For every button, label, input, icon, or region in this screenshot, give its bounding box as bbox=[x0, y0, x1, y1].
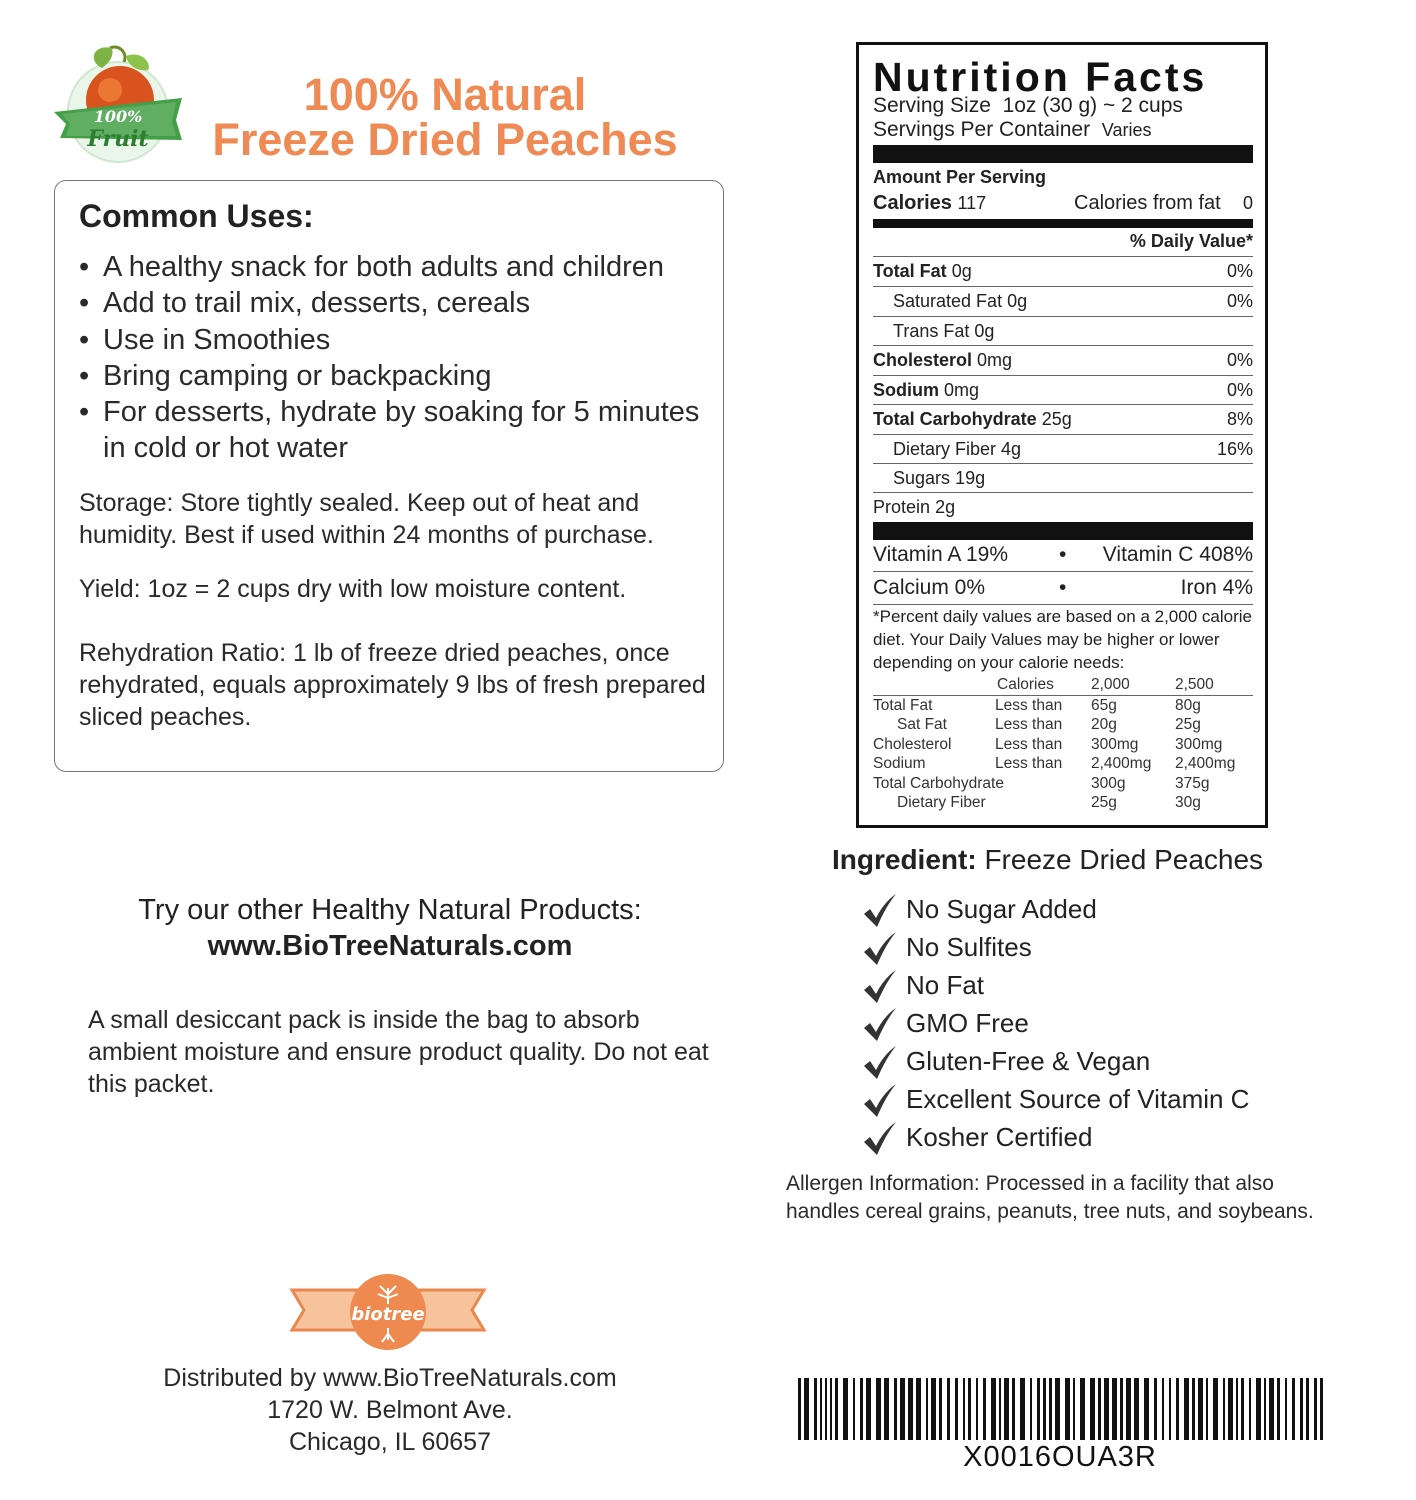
table-header-cell: 2,000 bbox=[1091, 675, 1175, 695]
nutrient-row-cholesterol bbox=[873, 346, 1253, 375]
feature-item bbox=[862, 1118, 1249, 1156]
feature-label: No Sugar Added bbox=[906, 894, 1097, 924]
barcode-bar bbox=[1223, 1378, 1225, 1440]
barcode-bar bbox=[1314, 1378, 1317, 1440]
barcode-bar bbox=[926, 1378, 928, 1440]
checkmark-icon bbox=[862, 1122, 898, 1156]
distributor-line-2: 1720 W. Belmont Ave. bbox=[267, 1396, 513, 1424]
barcode-bar bbox=[835, 1378, 838, 1440]
barcode-bar bbox=[804, 1378, 809, 1440]
nutrient-row-total-carbohydrate bbox=[873, 405, 1253, 434]
barcode-bar bbox=[1176, 1378, 1179, 1440]
barcode-bar bbox=[1256, 1378, 1261, 1440]
table-cell: 65g bbox=[1091, 696, 1117, 714]
table-cell: Less than bbox=[995, 716, 1063, 733]
barcode-bar bbox=[1012, 1378, 1015, 1440]
barcode-bar bbox=[1144, 1378, 1149, 1440]
promo-line: Try our other Healthy Natural Products: bbox=[138, 894, 642, 926]
common-uses-title: Common Uses: bbox=[79, 198, 314, 234]
nutrient-amount: 4g bbox=[1001, 439, 1022, 459]
barcode-bar bbox=[814, 1378, 817, 1440]
table-cell: 300mg bbox=[1175, 735, 1223, 753]
barcode-bar bbox=[820, 1378, 822, 1440]
barcode-bar bbox=[991, 1378, 996, 1440]
table-cell: Less than bbox=[995, 735, 1063, 753]
table-row bbox=[873, 754, 1253, 774]
feature-label: Gluten-Free & Vegan bbox=[906, 1046, 1151, 1076]
barcode-bar bbox=[1030, 1378, 1032, 1440]
logo-text: biotree bbox=[351, 1304, 425, 1325]
amount-per-serving: Amount Per Serving bbox=[873, 167, 1047, 187]
barcode-bar bbox=[963, 1378, 965, 1440]
bullet-icon: • bbox=[1059, 576, 1067, 599]
vitamin-c: Vitamin C 408% bbox=[1102, 543, 1253, 566]
vitamin-a: Vitamin A 19% bbox=[873, 543, 1009, 566]
title-line-1: 100% Natural bbox=[303, 69, 587, 120]
barcode-bar bbox=[976, 1378, 978, 1440]
barcode-bar bbox=[1241, 1378, 1244, 1440]
nutrient-name: Trans Fat bbox=[893, 321, 970, 341]
table-cell: 25g bbox=[1175, 716, 1201, 733]
nutrient-dv: 0% bbox=[1226, 350, 1253, 370]
barcode-bar bbox=[860, 1378, 863, 1440]
barcode-bar bbox=[843, 1378, 848, 1440]
checkmark-icon bbox=[862, 1008, 898, 1042]
barcode-bar bbox=[1004, 1378, 1009, 1440]
barcode bbox=[796, 1378, 1326, 1440]
barcode-bar bbox=[1134, 1378, 1139, 1440]
table-cell: Less than bbox=[995, 696, 1063, 714]
feature-label: No Fat bbox=[906, 970, 985, 1000]
barcode-bar bbox=[1292, 1378, 1295, 1440]
table-row bbox=[873, 715, 1253, 735]
barcode-bar bbox=[908, 1378, 913, 1440]
distributor-line-1: Distributed by www.BioTreeNaturals.com bbox=[163, 1364, 617, 1392]
use-item: • Add to trail mix, desserts, cereals bbox=[79, 285, 719, 321]
servings-label: Servings Per Container bbox=[873, 118, 1091, 141]
serving-info bbox=[873, 94, 1253, 142]
nutrient-name: Protein bbox=[873, 497, 931, 517]
barcode-bar bbox=[1080, 1378, 1085, 1440]
rehydration-text: Rehydration Ratio: 1 lb of freeze dried peaches, once rehydrated, equals approximately 9 lbs of fresh prepared sliced peaches. bbox=[79, 639, 706, 731]
iron: Iron 4% bbox=[1180, 576, 1253, 599]
biotree-logo bbox=[288, 1268, 488, 1352]
feature-item bbox=[862, 1004, 1249, 1042]
common-uses-list bbox=[79, 249, 719, 467]
barcode-bar bbox=[1228, 1378, 1233, 1440]
table-cell: 300mg bbox=[1091, 735, 1139, 753]
calories-label: Calories bbox=[873, 192, 952, 214]
nutrient-dv: 16% bbox=[1216, 439, 1253, 459]
barcode-bar bbox=[1090, 1378, 1095, 1440]
barcode-bar bbox=[968, 1378, 971, 1440]
thick-divider bbox=[873, 522, 1253, 540]
barcode-bar bbox=[1198, 1378, 1203, 1440]
barcode-number: X0016OUA3R bbox=[963, 1441, 1157, 1473]
thick-divider bbox=[873, 145, 1253, 163]
table-cell: Cholesterol bbox=[873, 735, 952, 753]
table-cell: Sat Fat bbox=[897, 716, 947, 733]
feature-item bbox=[862, 1042, 1249, 1080]
barcode-bar bbox=[1277, 1378, 1280, 1440]
nutrient-amount: 25g bbox=[1041, 409, 1072, 429]
feature-item bbox=[862, 1080, 1249, 1118]
barcode-bar bbox=[939, 1378, 942, 1440]
nutrient-amount: 0g bbox=[974, 321, 995, 341]
nutrient-amount: 2g bbox=[935, 497, 956, 517]
barcode-bar bbox=[1043, 1378, 1046, 1440]
calories-row bbox=[873, 189, 1253, 218]
barcode-bar bbox=[1184, 1378, 1189, 1440]
bullet-icon: • bbox=[1059, 543, 1067, 566]
checkmark-icon bbox=[862, 932, 898, 966]
use-item: • A healthy snack for both adults and children bbox=[79, 249, 719, 285]
nutrient-name: Dietary Fiber bbox=[893, 439, 997, 459]
nutrient-dv: 0% bbox=[1226, 291, 1253, 311]
table-cell: 300g bbox=[1091, 774, 1126, 792]
barcode-bar bbox=[1236, 1378, 1238, 1440]
checkmark-icon bbox=[862, 1046, 898, 1080]
nutrient-row-saturated-fat bbox=[873, 287, 1253, 316]
nutrient-name: Sodium bbox=[873, 380, 939, 400]
table-cell: 30g bbox=[1175, 794, 1201, 811]
calories-fat-label: Calories from fat bbox=[1074, 192, 1221, 214]
checkmark-icon bbox=[862, 970, 898, 1004]
calories-value: 117 bbox=[957, 193, 987, 213]
table-header-row bbox=[873, 675, 1253, 695]
storage-text: Storage: Store tightly sealed. Keep out of heat and humidity. Best if used within 24 months of purchase. bbox=[79, 489, 654, 549]
table-cell: Total Carbohydrate bbox=[873, 774, 1004, 792]
table-cell: 80g bbox=[1175, 696, 1201, 714]
barcode-bar bbox=[916, 1378, 921, 1440]
barcode-bar bbox=[983, 1378, 986, 1440]
barcode-bar bbox=[1300, 1378, 1303, 1440]
nutrient-amount: 0mg bbox=[977, 350, 1013, 370]
nutrient-amount: 0g bbox=[1007, 291, 1028, 311]
barcode-bar bbox=[853, 1378, 855, 1440]
barcode-bar bbox=[1264, 1378, 1266, 1440]
nutrient-dv: 0% bbox=[1226, 261, 1253, 281]
serving-size-value: 1oz (30 g) ~ 2 cups bbox=[1002, 94, 1183, 117]
table-cell: Dietary Fiber bbox=[897, 794, 986, 811]
nutrient-dv: 0% bbox=[1226, 380, 1253, 400]
table-header-cell: 2,500 bbox=[1175, 675, 1253, 695]
ingredient-line bbox=[832, 842, 1392, 878]
ingredient-label: Ingredient: bbox=[832, 844, 977, 875]
barcode-bar bbox=[1073, 1378, 1075, 1440]
calories-fat-value: 0 bbox=[1242, 193, 1253, 213]
barcode-bar bbox=[894, 1378, 897, 1440]
feature-item bbox=[862, 928, 1249, 966]
barcode-bar bbox=[1126, 1378, 1131, 1440]
table-row bbox=[873, 735, 1253, 755]
barcode-bar bbox=[1020, 1378, 1025, 1440]
nutrient-name: Cholesterol bbox=[873, 350, 973, 370]
badge-word: Fruit bbox=[87, 126, 149, 152]
barcode-bar bbox=[798, 1378, 801, 1440]
barcode-bar bbox=[1169, 1378, 1171, 1440]
vitamin-row-2 bbox=[873, 572, 1253, 604]
ingredient-value: Freeze Dried Peaches bbox=[984, 844, 1264, 875]
nutrient-row-total-fat bbox=[873, 257, 1253, 286]
nutrition-facts-title: Nutrition Facts bbox=[873, 54, 1208, 100]
table-row bbox=[873, 695, 1253, 715]
table-cell: 2,400mg bbox=[1175, 755, 1236, 772]
nutrient-dv: 8% bbox=[1226, 409, 1253, 429]
nutrient-name: Sugars bbox=[893, 468, 951, 488]
daily-value-footnote: *Percent daily values are based on a 2,000 calorie diet. Your Daily Values may be higher or lower depending on your calorie needs: bbox=[873, 607, 1252, 672]
barcode-bar bbox=[1120, 1378, 1123, 1440]
table-cell: 2,400mg bbox=[1091, 755, 1152, 772]
nutrient-name: Saturated Fat bbox=[893, 291, 1003, 311]
barcode-bar bbox=[1037, 1378, 1040, 1440]
barcode-bar bbox=[830, 1378, 832, 1440]
title-line-2: Freeze Dried Peaches bbox=[212, 114, 678, 165]
nutrition-facts-panel bbox=[856, 42, 1268, 828]
use-item: • Bring camping or backpacking bbox=[79, 358, 719, 394]
barcode-bar bbox=[1162, 1378, 1164, 1440]
barcode-bar bbox=[947, 1378, 950, 1440]
nutrient-row-sodium bbox=[873, 376, 1253, 405]
table-cell: 25g bbox=[1091, 794, 1117, 811]
barcode-bar bbox=[866, 1378, 871, 1440]
barcode-bar bbox=[1154, 1378, 1157, 1440]
nutrient-amount: 0mg bbox=[944, 380, 980, 400]
feature-checklist bbox=[862, 890, 1249, 1156]
barcode-bar bbox=[876, 1378, 881, 1440]
barcode-bar bbox=[884, 1378, 889, 1440]
common-uses-box bbox=[54, 180, 724, 772]
serving-size-label: Serving Size bbox=[873, 94, 991, 117]
feature-label: GMO Free bbox=[906, 1008, 1029, 1038]
barcode-bar bbox=[1065, 1378, 1070, 1440]
barcode-bar bbox=[900, 1378, 905, 1440]
use-item: • Use in Smoothies bbox=[79, 322, 719, 358]
table-cell: Total Fat bbox=[873, 696, 933, 714]
table-row bbox=[873, 793, 1253, 813]
nutrient-amount: 19g bbox=[955, 468, 986, 488]
barcode-bar bbox=[955, 1378, 958, 1440]
checkmark-icon bbox=[862, 894, 898, 928]
barcode-bar bbox=[1269, 1378, 1274, 1440]
nutrient-row-dietary-fiber bbox=[873, 435, 1253, 464]
promo-url: www.BioTreeNaturals.com bbox=[207, 930, 573, 962]
table-row bbox=[873, 774, 1253, 794]
calcium: Calcium 0% bbox=[873, 576, 986, 599]
nutrient-row-trans-fat bbox=[873, 317, 1253, 346]
use-item: • For desserts, hydrate by soaking for 5 minutes in cold or hot water bbox=[79, 394, 719, 467]
barcode-bar bbox=[1049, 1378, 1052, 1440]
badge-percent: 100% bbox=[93, 107, 143, 126]
feature-label: No Sulfites bbox=[906, 932, 1032, 962]
vitamin-row-1 bbox=[873, 539, 1253, 571]
barcode-bar bbox=[1098, 1378, 1101, 1440]
barcode-bar bbox=[1192, 1378, 1195, 1440]
nutrient-row-sugars bbox=[873, 464, 1253, 493]
barcode-bar bbox=[825, 1378, 827, 1440]
yield-text: Yield: 1oz = 2 cups dry with low moisture content. bbox=[79, 575, 627, 603]
desiccant-notice: A small desiccant pack is inside the bag to absorb ambient moisture and ensure product quality. Do not eat this packet. bbox=[88, 1006, 709, 1098]
barcode-bar bbox=[1306, 1378, 1309, 1440]
servings-value: Varies bbox=[1101, 120, 1152, 140]
barcode-bar bbox=[1213, 1378, 1218, 1440]
barcode-bar bbox=[1104, 1378, 1109, 1440]
checkmark-icon bbox=[862, 1084, 898, 1118]
table-cell: Less than bbox=[995, 755, 1063, 772]
barcode-bar bbox=[1112, 1378, 1117, 1440]
feature-item bbox=[862, 890, 1249, 928]
barcode-bar bbox=[931, 1378, 936, 1440]
barcode-bar bbox=[1320, 1378, 1323, 1440]
barcode-bar bbox=[999, 1378, 1001, 1440]
table-header-cell bbox=[873, 675, 995, 695]
barcode-bar bbox=[1285, 1378, 1287, 1440]
feature-label: Excellent Source of Vitamin C bbox=[906, 1084, 1250, 1114]
nutrient-row-protein bbox=[873, 493, 1253, 522]
nutrient-name: Total Carbohydrate bbox=[873, 409, 1037, 429]
feature-label: Kosher Certified bbox=[906, 1122, 1093, 1152]
feature-item bbox=[862, 966, 1249, 1004]
table-cell: 375g bbox=[1175, 774, 1210, 792]
daily-values-table bbox=[873, 675, 1253, 813]
nutrient-amount: 0g bbox=[951, 261, 972, 281]
nutrient-name: Total Fat bbox=[873, 261, 947, 281]
allergen-info: Allergen Information: Processed in a facility that also handles cereal grains, peanuts, tree nuts, and soybeans. bbox=[786, 1172, 1314, 1223]
fruit-badge-logo bbox=[52, 42, 184, 172]
table-cell: Sodium bbox=[873, 755, 926, 772]
distributor-block bbox=[100, 1362, 680, 1458]
distributor-line-3: Chicago, IL 60657 bbox=[288, 1428, 491, 1456]
daily-value-label: % Daily Value* bbox=[1129, 231, 1253, 251]
promo-block bbox=[60, 892, 720, 964]
barcode-bar bbox=[1249, 1378, 1251, 1440]
table-header-cell: Calories bbox=[995, 675, 1091, 695]
barcode-bar bbox=[1055, 1378, 1060, 1440]
barcode-bar bbox=[1206, 1378, 1208, 1440]
table-cell: 20g bbox=[1091, 716, 1117, 733]
daily-value-header bbox=[873, 227, 1253, 256]
